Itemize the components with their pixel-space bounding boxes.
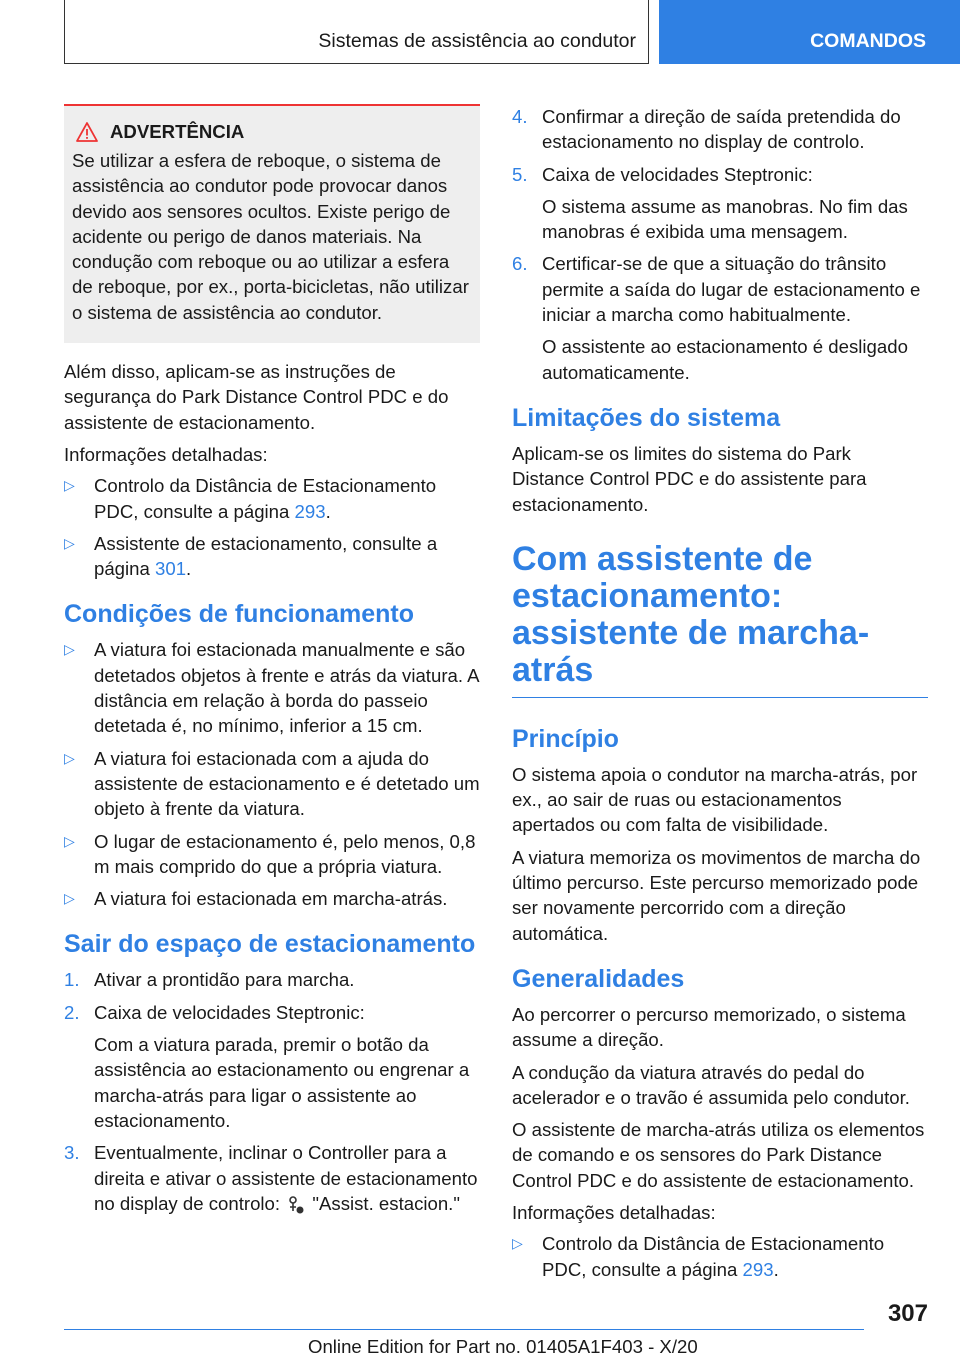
left-column bbox=[64, 100, 480, 1223]
conditions-heading: Condições de funcionamento bbox=[64, 600, 415, 629]
general-paragraph: A condução da viatura através do pedal do acelerador e o travão é assumida pelo condutor. bbox=[512, 1061, 910, 1108]
general-paragraph: Ao percorrer o percurso memorizado, o sistema assume a direção. bbox=[512, 1003, 906, 1051]
list-item-text: A viatura foi estacionada com a ajuda do assistente de estacionamento e é detetado um objeto à frente da viatura. bbox=[94, 747, 480, 820]
triangle-bullet-icon: ▷ bbox=[64, 832, 75, 849]
step-text: Com a viatura parada, premir o botão da assistência ao estacionamento ou engrenar a marcha-atrás para ligar o assistente ao estacionamento. bbox=[94, 1034, 470, 1131]
exit-steps-continued bbox=[512, 104, 928, 385]
triangle-bullet-icon: ▷ bbox=[64, 477, 75, 494]
right-column bbox=[512, 100, 928, 1289]
list-item-text: Controlo da Distância de Estacionamento PDC, consulte a página 293. bbox=[542, 1233, 885, 1280]
step-text: Caixa de velocidades Steptronic: bbox=[94, 1001, 365, 1023]
details-label: Informações detalhadas: bbox=[64, 443, 268, 465]
list-item-text: A viatura foi estacionada manualmente e são detetados objetos à frente e atrás da viatura. A distância em relação à borda do passeio detetada é, no mínimo, inferior a 15 cm. bbox=[94, 639, 479, 737]
page-link[interactable]: 293 bbox=[742, 1258, 774, 1280]
step-item bbox=[512, 162, 928, 245]
triangle-bullet-icon: ▷ bbox=[512, 1235, 523, 1252]
list-item bbox=[64, 886, 480, 911]
details-label: Informações detalhadas: bbox=[512, 1202, 716, 1224]
list-item bbox=[64, 746, 480, 822]
step-text: O assistente ao estacionamento é desligado automaticamente. bbox=[542, 336, 908, 383]
step-item bbox=[64, 967, 480, 992]
footer-divider bbox=[64, 1329, 864, 1330]
list-item bbox=[64, 637, 480, 738]
triangle-bullet-icon: ▷ bbox=[64, 749, 75, 766]
section-title: Sistemas de assistência ao condutor bbox=[318, 30, 636, 52]
warning-heading bbox=[76, 120, 472, 144]
step-text: Eventualmente, inclinar o Controller para a direita e ativar o assistente de estacionamento no display de controlo: "Assist. estacion." bbox=[94, 1142, 478, 1214]
exit-steps bbox=[64, 967, 480, 1216]
page-link[interactable]: 301 bbox=[155, 558, 187, 580]
intro-paragraph: Além disso, aplicam-se as instruções de segurança do Park Distance Control PDC e do assistente de estacionamento. bbox=[64, 361, 449, 433]
principle-heading: Princípio bbox=[512, 724, 619, 753]
details-list bbox=[64, 473, 480, 581]
main-section-heading: Com assistente de estacionamento: assistente de marcha-atrás bbox=[512, 539, 870, 689]
step-text: Confirmar a direção de saída pretendida do estacionamento no display de controlo. bbox=[542, 106, 901, 153]
menu-item-label: "Assist. estacion." bbox=[312, 1192, 460, 1214]
step-number: 3. bbox=[64, 1142, 80, 1164]
step-item bbox=[512, 104, 928, 155]
general-heading: Generalidades bbox=[512, 964, 685, 993]
step-text: O sistema assume as manobras. No fim das manobras é exibida uma mensagem. bbox=[542, 195, 908, 243]
principle-paragraph: O sistema apoia o condutor na marcha-atrás, por ex., ao sair de ruas ou estacionamentos apertados ou com falta de visibilidade. bbox=[512, 763, 918, 836]
step-text: Certificar-se de que a situação do trânsito permite a saída do lugar de estacionamento e iniciar a marcha como habitualmente. bbox=[542, 253, 921, 326]
step-item bbox=[512, 251, 928, 384]
chapter-tab-label: COMANDOS bbox=[810, 30, 926, 52]
list-item-text: Controlo da Distância de Estacionamento PDC, consulte a página 293. bbox=[94, 475, 437, 522]
page-link[interactable]: 293 bbox=[294, 500, 326, 522]
running-header bbox=[64, 0, 649, 64]
page-number: 307 bbox=[887, 1300, 928, 1327]
section-divider bbox=[512, 697, 928, 698]
limits-heading: Limitações do sistema bbox=[512, 403, 781, 432]
principle-paragraph: A viatura memoriza os movimentos de marcha do último percurso. Este percurso memorizado pode ser novamente percorrido com a direção automática. bbox=[512, 846, 921, 944]
parking-assistant-icon bbox=[285, 1195, 307, 1215]
exit-heading: Sair do espaço de estacionamento bbox=[64, 930, 476, 959]
warning-text: Se utilizar a esfera de reboque, o sistema de assistência ao condutor pode provocar danos devido aos sensores ocultos. Existe perigo de acidente ou perigo de danos materiais. Na condução com reboque ou ao utilizar a esfera de reboque, por ex., porta-bicicletas, não utilizar o sistema de assistência ao condutor. bbox=[72, 150, 469, 323]
list-item bbox=[64, 531, 480, 582]
step-item bbox=[64, 1140, 480, 1216]
details-list bbox=[512, 1231, 928, 1282]
list-item-text: Assistente de estacionamento, consulte a página 301. bbox=[94, 532, 438, 580]
list-item bbox=[64, 473, 480, 524]
warning-box bbox=[64, 104, 480, 343]
edition-text: Online Edition for Part no. 01405A1F403 - X/20 bbox=[308, 1336, 698, 1357]
limits-text: Aplicam-se os limites do sistema do Park Distance Control PDC e do assistente para estacionamento. bbox=[512, 442, 867, 515]
chapter-tab bbox=[659, 0, 960, 64]
step-number: 2. bbox=[64, 1001, 80, 1023]
triangle-bullet-icon: ▷ bbox=[64, 641, 75, 658]
step-text: Ativar a prontidão para marcha. bbox=[94, 969, 355, 991]
step-number: 4. bbox=[512, 106, 528, 127]
triangle-bullet-icon: ▷ bbox=[64, 890, 75, 907]
step-text: Caixa de velocidades Steptronic: bbox=[542, 163, 813, 185]
step-item bbox=[64, 1000, 480, 1133]
list-item bbox=[512, 1231, 928, 1282]
conditions-list bbox=[64, 637, 480, 911]
step-number: 6. bbox=[512, 253, 528, 275]
step-number: 5. bbox=[512, 163, 528, 185]
list-item bbox=[64, 829, 480, 880]
general-paragraph: O assistente de marcha-atrás utiliza os elementos de comando e os sensores do Park Distance Control PDC e do assistente de estacionamento. bbox=[512, 1119, 925, 1191]
warning-triangle-icon bbox=[76, 122, 98, 142]
step-number: 1. bbox=[64, 969, 80, 991]
list-item-text: A viatura foi estacionada em marcha-atrás. bbox=[94, 888, 448, 910]
triangle-bullet-icon: ▷ bbox=[64, 534, 75, 551]
list-item-text: O lugar de estacionamento é, pelo menos, 0,8 m mais comprido do que a própria viatura. bbox=[94, 830, 476, 877]
warning-title: ADVERTÊNCIA bbox=[110, 121, 245, 142]
